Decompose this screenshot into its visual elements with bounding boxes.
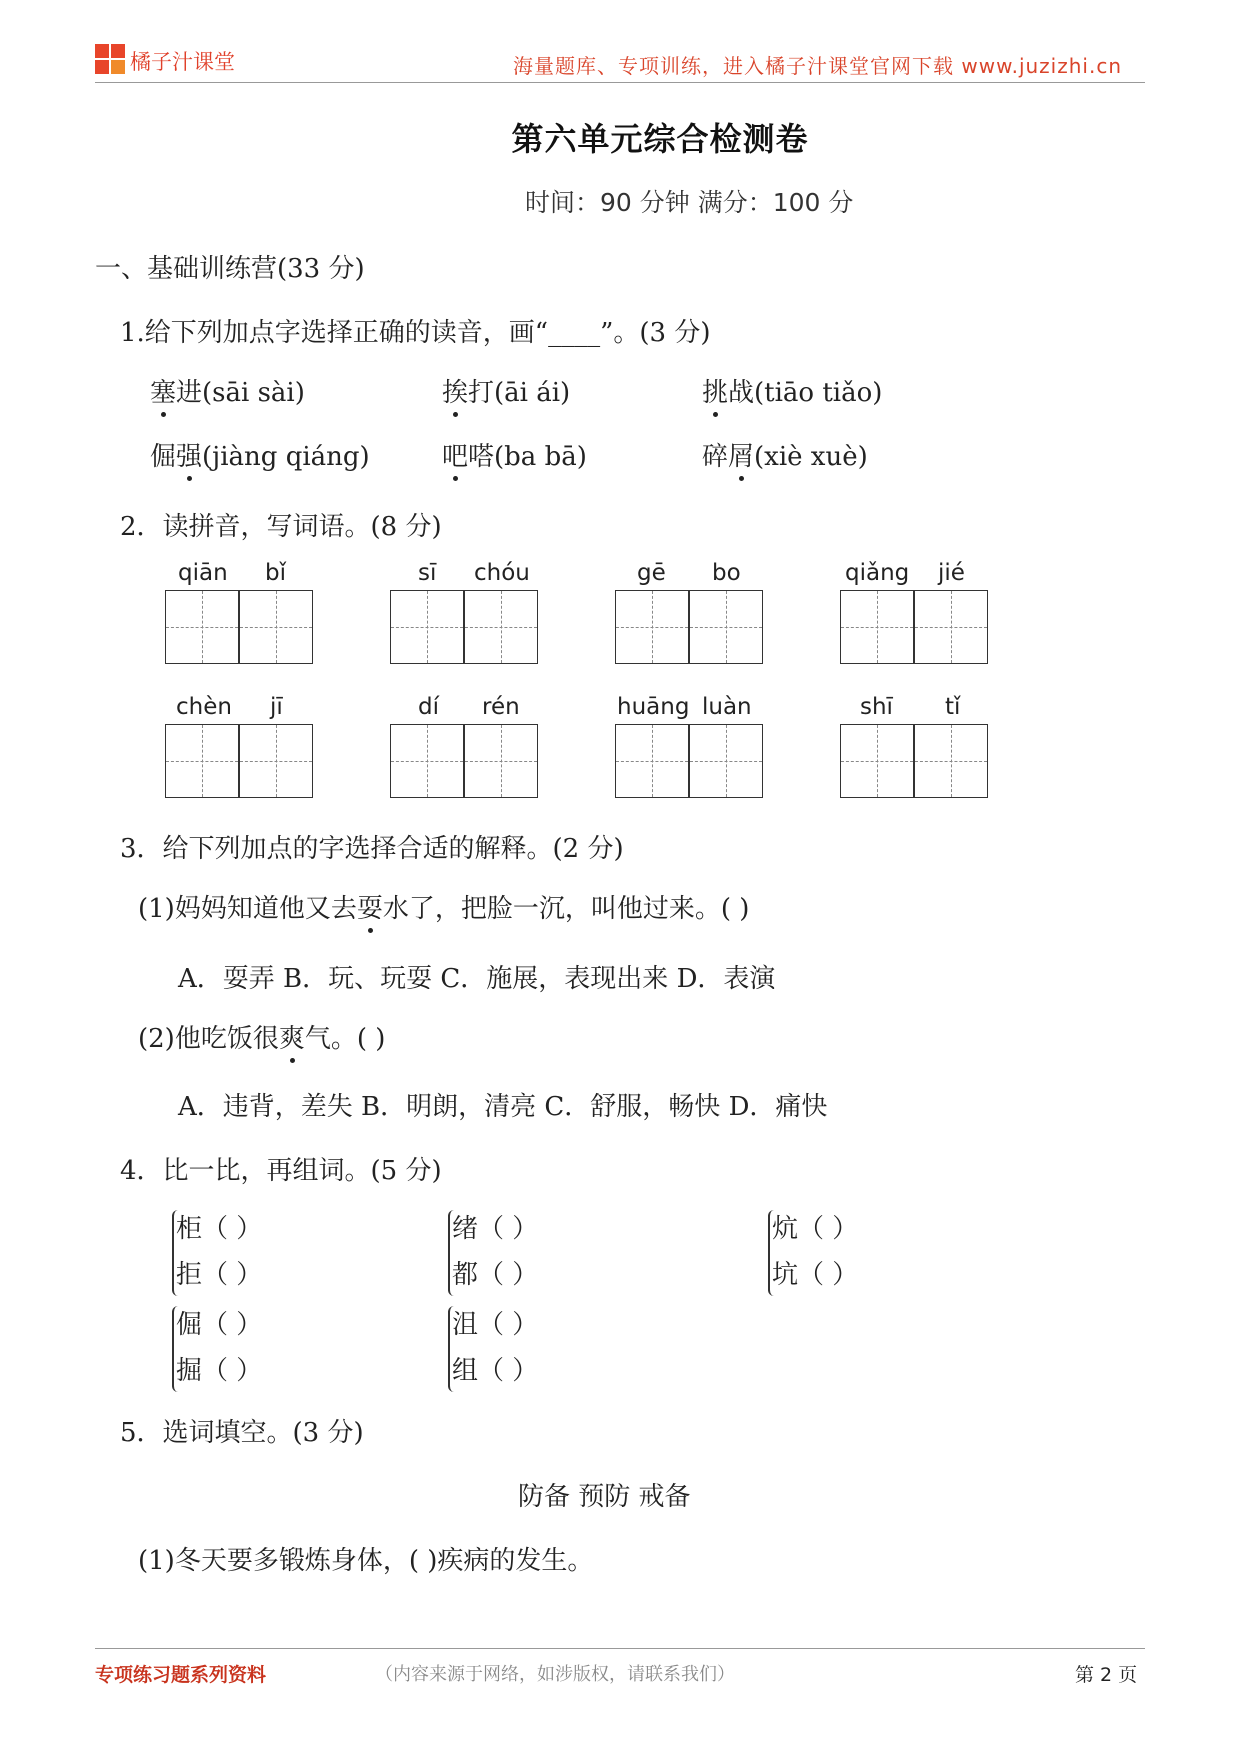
q5-sub1: (1)冬天要多锻炼身体，( )疾病的发生。 <box>138 1546 594 1576</box>
q1-item: 挨打(āi ái) <box>442 372 570 409</box>
pinyin: tǐ <box>945 694 961 720</box>
q3-sub1-options: A．耍弄 B．玩、玩耍 C．施展，表现出来 D．表演 <box>178 964 776 994</box>
q1-item: 倔强(jiàng qiáng) <box>150 436 370 473</box>
compare-word: 掘（ ） <box>176 1356 263 1386</box>
writing-box[interactable] <box>464 724 538 798</box>
pinyin: qiān <box>178 560 228 586</box>
footer-divider <box>95 1648 1145 1649</box>
q3-sub2-options: A．违背，差失 B．明朗，清亮 C．舒服，畅快 D．痛快 <box>178 1092 828 1122</box>
writing-box[interactable] <box>390 590 464 664</box>
pinyin: rén <box>482 694 520 720</box>
writing-box[interactable] <box>914 724 988 798</box>
pinyin: jī <box>270 694 283 720</box>
section-heading: 一、基础训练营(33 分) <box>95 254 365 284</box>
writing-box[interactable] <box>239 724 313 798</box>
writing-box[interactable] <box>689 724 763 798</box>
pinyin: luàn <box>702 694 752 720</box>
q1-item: 塞进(sāi sài) <box>150 372 305 409</box>
footer-note: （内容来源于网络，如涉版权，请联系我们） <box>375 1664 735 1685</box>
compare-word: 倔（ ） <box>176 1310 263 1340</box>
writing-box[interactable] <box>390 724 464 798</box>
pinyin: chóu <box>474 560 530 586</box>
compare-word: 柜（ ） <box>176 1214 263 1244</box>
time-info: 时间：90 分钟 满分：100 分 <box>525 188 854 217</box>
page-title: 第六单元综合检测卷 <box>511 120 809 158</box>
compare-word: 坑（ ） <box>772 1260 859 1290</box>
question-2: 2．读拼音，写词语。(8 分) <box>120 512 442 542</box>
pinyin: jié <box>938 560 965 586</box>
writing-box[interactable] <box>840 590 914 664</box>
q3-sub1: (1)妈妈知道他又去耍水了，把脸一沉，叫他过来。( ) <box>138 888 749 925</box>
writing-box[interactable] <box>914 590 988 664</box>
page-number: 第 2 页 <box>1075 1664 1138 1686</box>
writing-box[interactable] <box>165 590 239 664</box>
compare-word: 组（ ） <box>452 1356 539 1386</box>
pinyin: gē <box>637 560 666 586</box>
compare-word: 沮（ ） <box>452 1310 539 1340</box>
logo-text: 橘子汁课堂 <box>130 50 235 74</box>
writing-box[interactable] <box>615 590 689 664</box>
compare-word: 炕（ ） <box>772 1214 859 1244</box>
header-promo: 海量题库、专项训练，进入橘子汁课堂官网下载 www.juzizhi.cn <box>513 54 1122 78</box>
compare-word: 都（ ） <box>452 1260 539 1290</box>
pinyin: qiǎng <box>845 560 910 586</box>
writing-box[interactable] <box>239 590 313 664</box>
question-1: 1.给下列加点字选择正确的读音，画“____”。(3 分) <box>120 318 711 348</box>
writing-box[interactable] <box>840 724 914 798</box>
question-4: 4．比一比，再组词。(5 分) <box>120 1156 442 1186</box>
writing-box[interactable] <box>689 590 763 664</box>
compare-word: 拒（ ） <box>176 1260 263 1290</box>
q1-item: 吧嗒(ba bā) <box>442 436 587 473</box>
question-5: 5．选词填空。(3 分) <box>120 1418 364 1448</box>
q1-item: 碎屑(xiè xuè) <box>702 436 868 473</box>
q1-item: 挑战(tiāo tiǎo) <box>702 372 882 409</box>
pinyin: dí <box>418 694 439 720</box>
pinyin: shī <box>860 694 893 720</box>
pinyin: chèn <box>176 694 232 720</box>
footer-series: 专项练习题系列资料 <box>95 1664 267 1686</box>
logo-icon <box>95 44 127 76</box>
pinyin: sī <box>418 560 437 586</box>
compare-word: 绪（ ） <box>452 1214 539 1244</box>
pinyin: bǐ <box>265 560 286 586</box>
q3-sub2: (2)他吃饭很爽气。( ) <box>138 1018 385 1055</box>
writing-box[interactable] <box>165 724 239 798</box>
pinyin: huāng <box>617 694 690 720</box>
header-divider <box>95 82 1145 83</box>
word-choices: 防备 预防 戒备 <box>518 1482 691 1512</box>
writing-box[interactable] <box>615 724 689 798</box>
question-3: 3．给下列加点的字选择合适的解释。(2 分) <box>120 834 624 864</box>
writing-box[interactable] <box>464 590 538 664</box>
pinyin: bo <box>712 560 741 586</box>
